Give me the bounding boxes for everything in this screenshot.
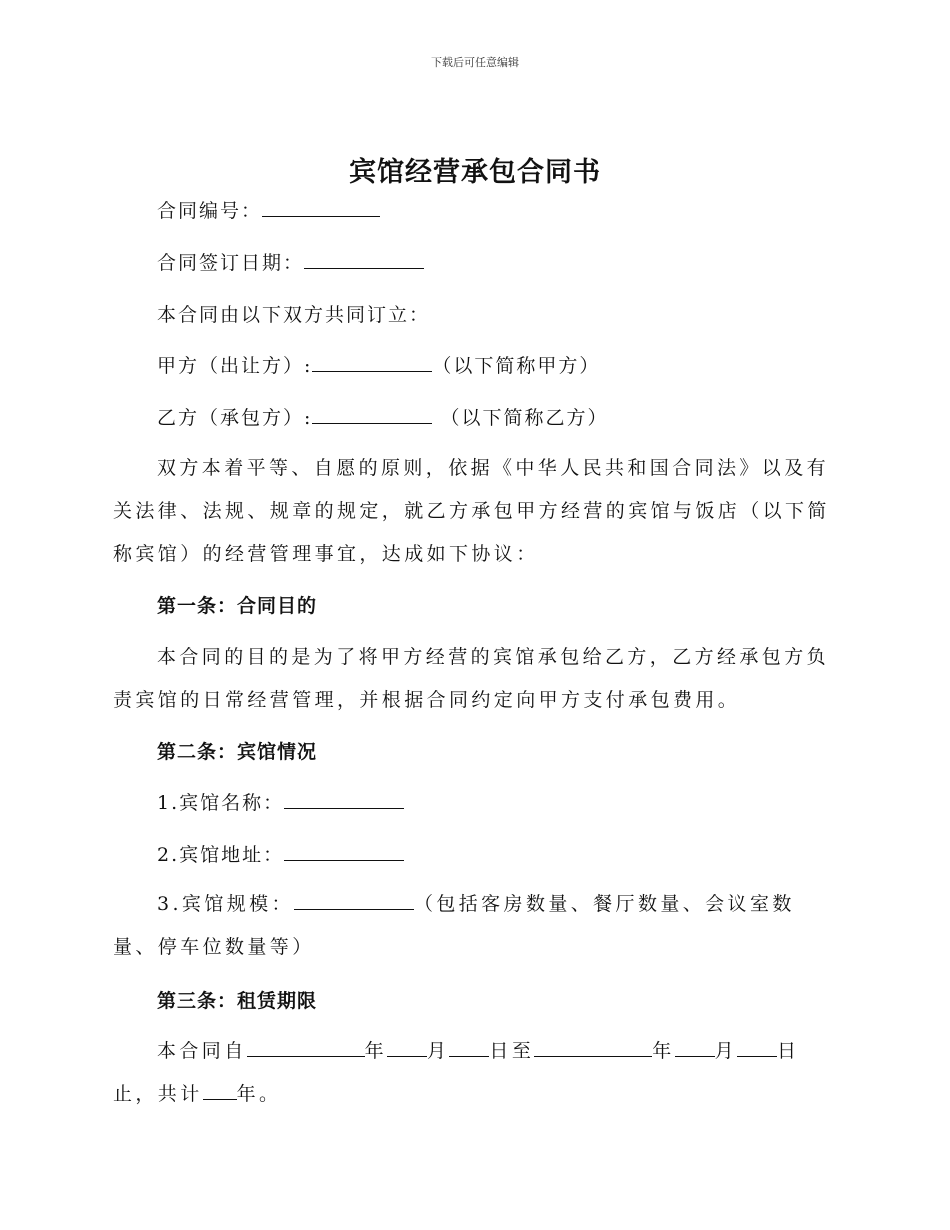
start-month-blank[interactable]: [387, 1038, 427, 1057]
party-a-suffix: （以下简称甲方）: [432, 355, 601, 377]
hotel-scale-blank[interactable]: [294, 891, 414, 910]
party-a-label: 甲方（出让方）:: [157, 355, 313, 377]
preamble-paragraph: 双方本着平等、自愿的原则，依据《中华人民共和国合同法》以及有关法律、法规、规章的规定，就乙方承包甲方经营的宾馆与饭店（以下简称宾馆）的经营管理事宜，达成如下协议：: [113, 457, 830, 565]
month-label-2: 月: [714, 1040, 738, 1062]
term-prefix: 本合同自: [157, 1040, 247, 1062]
end-day-blank[interactable]: [737, 1038, 777, 1057]
intro-line: 本合同由以下双方共同订立：: [157, 304, 431, 326]
year-label-2: 年: [652, 1040, 675, 1062]
term-paragraph: [113, 1030, 833, 1116]
hotel-name-label: 1.宾馆名称：: [157, 792, 285, 814]
hotel-name-blank[interactable]: [284, 790, 404, 809]
contract-number-label: 合同编号：: [157, 200, 263, 222]
contract-number-line: [157, 198, 380, 224]
party-b-blank[interactable]: [312, 405, 432, 424]
month-label: 月: [427, 1040, 450, 1062]
hotel-address-label: 2.宾馆地址：: [157, 844, 285, 866]
day-end-label: 日止，共计: [113, 1040, 800, 1105]
contract-number-blank[interactable]: [262, 198, 380, 217]
hotel-scale-paragraph: [113, 883, 833, 969]
document-title: 宾馆经营承包合同书: [349, 157, 601, 188]
sign-date-line: [157, 250, 424, 276]
party-a-blank[interactable]: [312, 353, 432, 372]
article2-heading: 第二条：宾馆情况: [157, 741, 318, 763]
end-year-blank[interactable]: [534, 1038, 652, 1057]
hotel-address-blank[interactable]: [284, 842, 404, 861]
sign-date-blank[interactable]: [304, 250, 424, 269]
article1-body: 本合同的目的是为了将甲方经营的宾馆承包给乙方，乙方经承包方负责宾馆的日常经营管理，并根据合同约定向甲方支付承包费用。: [113, 646, 830, 711]
header-note: 下载后可任意编辑: [431, 56, 519, 69]
total-years-blank[interactable]: [203, 1081, 237, 1100]
party-a-line: [157, 353, 600, 379]
party-b-suffix: （以下简称乙方）: [440, 407, 609, 429]
year-label: 年: [364, 1040, 388, 1062]
end-month-blank[interactable]: [675, 1038, 715, 1057]
year-end-label: 年。: [236, 1083, 282, 1105]
hotel-name-line: [157, 790, 404, 816]
hotel-scale-suffix: （包括客房数量、餐厅数量、会议室数量、停车位数量等）: [113, 893, 795, 958]
start-year-blank[interactable]: [247, 1038, 365, 1057]
hotel-scale-label: 3.宾馆规模：: [157, 893, 294, 915]
start-day-blank[interactable]: [449, 1038, 489, 1057]
party-b-line: [157, 405, 608, 431]
party-b-label: 乙方（承包方）:: [157, 407, 313, 429]
article1-heading: 第一条：合同目的: [157, 595, 318, 617]
day-to-label: 日至: [489, 1040, 535, 1062]
sign-date-label: 合同签订日期：: [157, 252, 305, 274]
article3-heading: 第三条：租赁期限: [157, 990, 318, 1012]
hotel-address-line: [157, 842, 404, 868]
